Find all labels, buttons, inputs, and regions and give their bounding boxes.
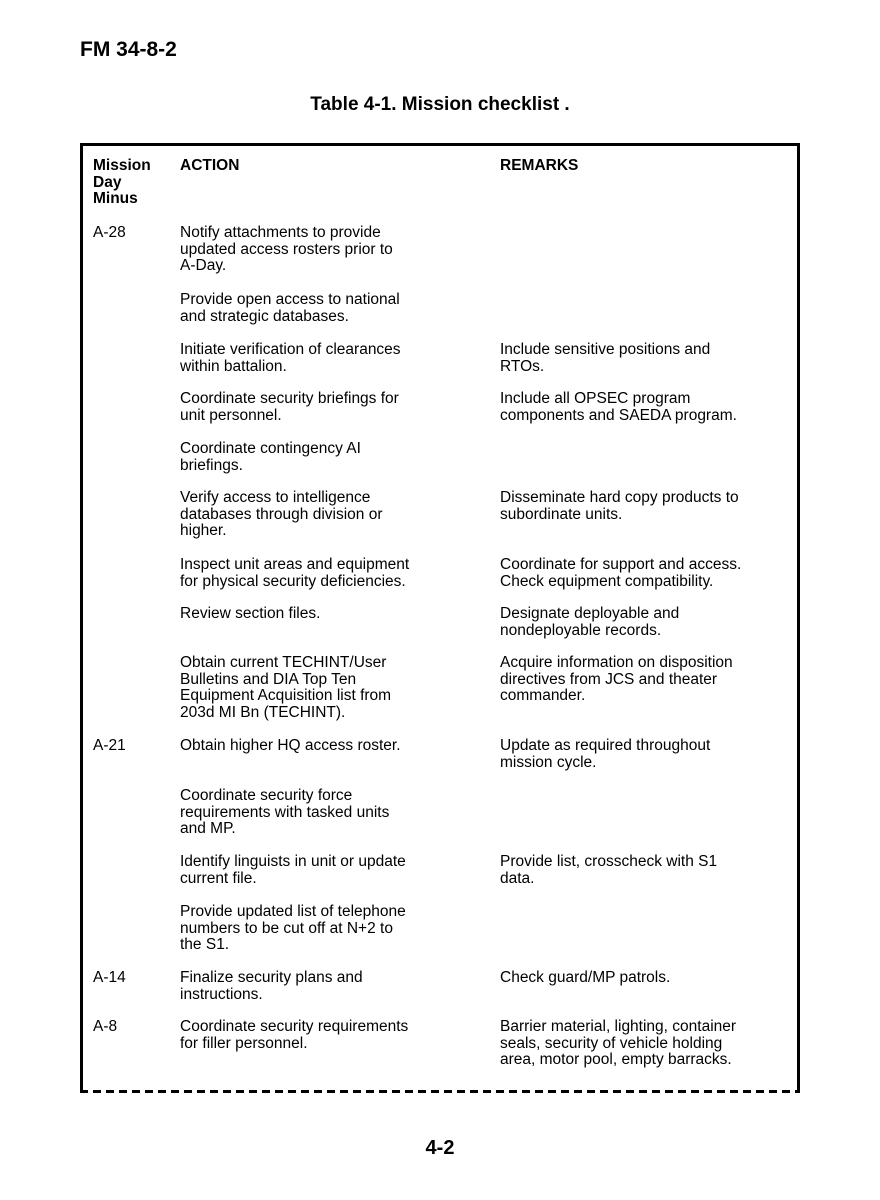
row-remarks: Designate deployable and nondeployable records. (500, 605, 680, 639)
row-day: A-8 (93, 1018, 118, 1035)
row-action: Inspect unit areas and equipment for physical security deficiencies. (180, 556, 410, 590)
row-remarks: Include sensitive positions and RTOs. (500, 341, 711, 375)
row-action: Obtain current TECHINT/User Bulletins and DIA Top Ten Equipment Acquisition list from 203d MI Bn (TECHINT). (180, 654, 392, 722)
row-day: A-28 (93, 224, 126, 241)
table-title: Table 4-1. Mission checklist . (310, 94, 570, 115)
row-action: Review section files. (180, 605, 321, 622)
document-header: FM 34-8-2 (80, 38, 177, 61)
row-day: A-14 (93, 969, 126, 986)
row-action: Verify access to intelligence databases through division or higher. (180, 489, 383, 540)
header-mission-day-minus: Mission Day Minus (93, 157, 151, 208)
row-remarks: Update as required throughout mission cycle. (500, 737, 711, 771)
row-action: Coordinate security briefings for unit personnel. (180, 390, 399, 424)
row-action: Coordinate security force requirements with tasked units and MP. (180, 787, 390, 838)
row-remarks: Check guard/MP patrols. (500, 969, 671, 986)
row-remarks: Barrier material, lighting, container seals, security of vehicle holding area, motor pool, empty barracks. (500, 1018, 737, 1069)
table-bottom-dashed-border (80, 1090, 800, 1093)
row-action: Provide updated list of telephone numbers to be cut off at N+2 to the S1. (180, 903, 406, 954)
row-remarks: Disseminate hard copy products to subordinate units. (500, 489, 739, 523)
row-day: A-21 (93, 737, 126, 754)
row-action: Finalize security plans and instructions. (180, 969, 363, 1003)
header-action: ACTION (180, 157, 240, 174)
row-action: Coordinate contingency AI briefings. (180, 440, 361, 474)
row-action: Provide open access to national and strategic databases. (180, 291, 400, 325)
row-remarks: Provide list, crosscheck with S1 data. (500, 853, 718, 887)
row-remarks: Coordinate for support and access. Check equipment compatibility. (500, 556, 742, 590)
row-remarks: Include all OPSEC program components and SAEDA program. (500, 390, 737, 424)
row-action: Identify linguists in unit or update current file. (180, 853, 406, 887)
page-number: 4-2 (425, 1137, 455, 1159)
row-action: Coordinate security requirements for filler personnel. (180, 1018, 409, 1052)
row-action: Obtain higher HQ access roster. (180, 737, 401, 754)
header-remarks: REMARKS (500, 157, 579, 174)
row-remarks: Acquire information on disposition directives from JCS and theater commander. (500, 654, 733, 705)
row-action: Initiate verification of clearances within battalion. (180, 341, 401, 375)
row-action: Notify attachments to provide updated access rosters prior to A-Day. (180, 224, 393, 275)
